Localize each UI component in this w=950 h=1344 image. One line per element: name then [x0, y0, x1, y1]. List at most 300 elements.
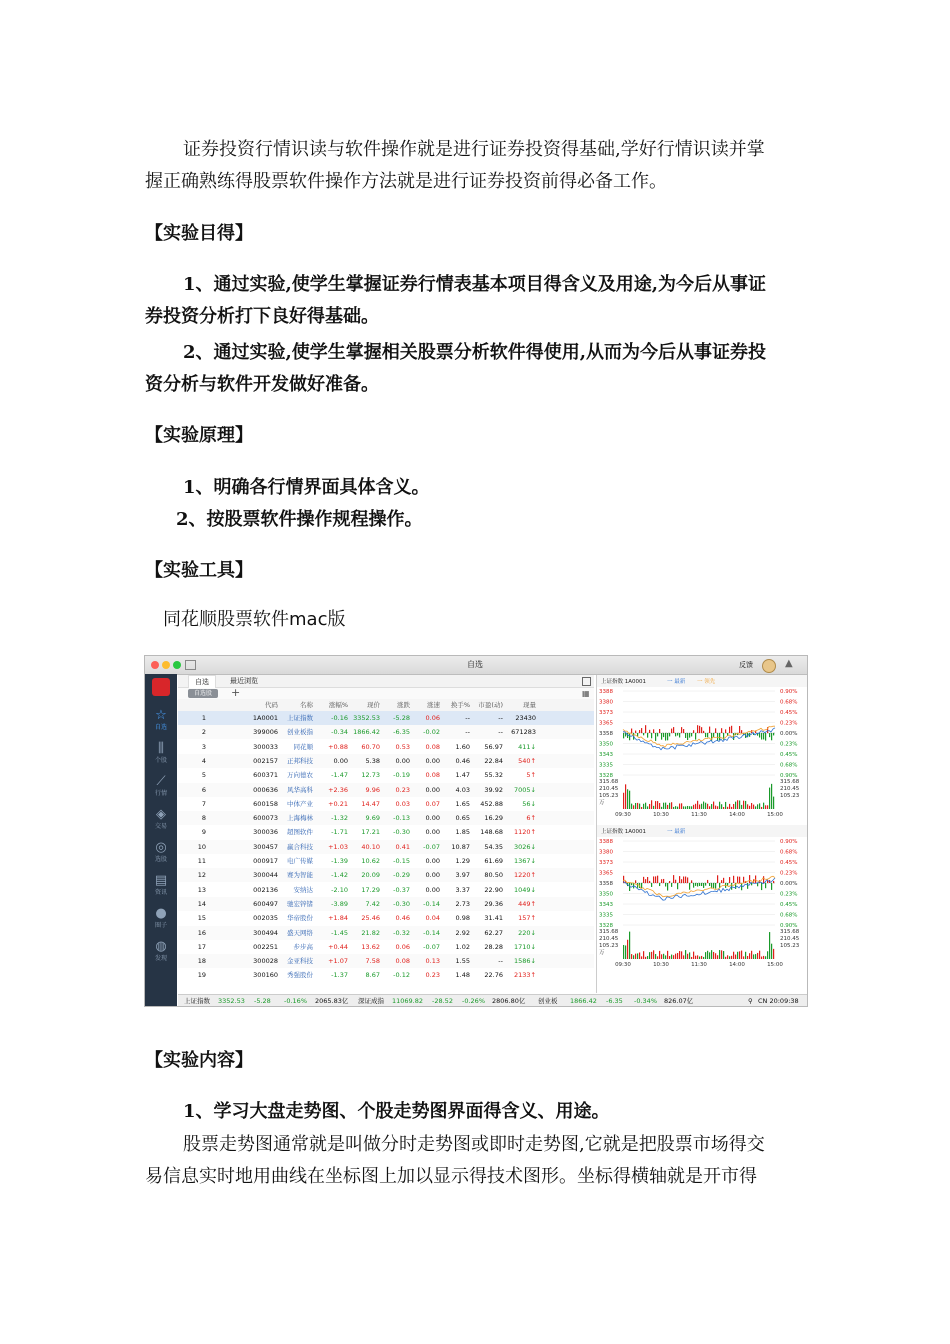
vol-tick-left: 210.45 — [599, 786, 619, 792]
pct-tick: 0.68% — [780, 849, 798, 856]
bar-mark — [759, 733, 760, 737]
footer-idx2-name[interactable]: 深证成指 — [358, 997, 384, 1005]
volume-bar — [631, 804, 632, 809]
table-cell: -0.14 — [423, 928, 440, 937]
volume-bar — [713, 952, 714, 959]
column-header[interactable]: 涨跌 — [397, 701, 410, 709]
table-cell: 25.46 — [361, 914, 380, 923]
avatar-icon[interactable] — [762, 659, 776, 673]
table-cell: 002035 — [253, 914, 278, 923]
bar-mark — [741, 883, 742, 890]
footer-idx3-name[interactable]: 创业板 — [538, 997, 558, 1005]
column-header[interactable]: 现量 — [523, 701, 536, 709]
price-tick: 3380 — [599, 699, 613, 706]
table-cell: 9.69 — [365, 814, 380, 823]
volume-bar — [679, 804, 680, 809]
table-cell: 13 — [197, 885, 206, 894]
table-header — [178, 699, 594, 711]
footer-idx2-pct: -0.26% — [462, 997, 485, 1005]
table-cell: 7.42 — [365, 899, 380, 908]
volume-bar — [623, 945, 624, 959]
software-screenshot — [144, 655, 808, 1007]
tab-recent[interactable]: 最近浏览 — [230, 677, 258, 685]
price-tick: 3335 — [599, 912, 613, 919]
bar-mark — [701, 883, 702, 886]
table-cell: -0.29 — [393, 871, 410, 880]
bar-mark — [651, 733, 652, 738]
table-cell: 上海梅林 — [287, 814, 313, 823]
table-cell: 1120↑ — [514, 828, 536, 837]
minimize-dot[interactable] — [162, 661, 170, 669]
sidebar-item-label: 圈子 — [154, 922, 167, 929]
pct-tick: 0.90% — [780, 839, 798, 845]
bar-mark — [633, 883, 634, 888]
table-cell: 8 — [201, 814, 206, 823]
volume-bar — [701, 956, 702, 959]
bar-mark — [693, 730, 694, 733]
table-cell: +1.07 — [328, 957, 348, 966]
vol-tick-right: 105.23 — [780, 943, 800, 949]
bar-mark — [709, 883, 710, 886]
tab-watchlist[interactable]: 自选 — [188, 675, 216, 689]
volume-bar — [721, 804, 722, 809]
vol-tick-left: 105.23 — [599, 943, 619, 949]
bar-mark — [721, 880, 722, 883]
volume-bar — [703, 802, 704, 809]
volume-bar — [697, 801, 698, 809]
bar-mark — [671, 883, 672, 887]
column-header[interactable]: 名称 — [300, 701, 313, 709]
volume-bar — [665, 803, 666, 809]
bar-mark — [643, 877, 644, 883]
volume-bar — [733, 804, 734, 809]
table-row[interactable] — [178, 768, 594, 782]
trend-icon: ⟋ — [156, 774, 166, 789]
bar-mark — [639, 730, 640, 733]
column-header[interactable]: 换手% — [450, 701, 470, 709]
volume-bar — [633, 955, 634, 959]
heading-principle: 【实验原理】 — [145, 425, 253, 446]
volume-bar — [699, 957, 700, 959]
table-cell: 9 — [201, 828, 206, 837]
table-cell: -0.30 — [393, 899, 410, 908]
volume-bar — [681, 951, 682, 959]
bar-mark — [647, 877, 648, 883]
time-tick: 10:30 — [653, 812, 669, 818]
table-cell: 20.09 — [361, 871, 380, 880]
volume-bar — [635, 803, 636, 809]
table-cell: +2.36 — [328, 785, 348, 794]
table-row[interactable] — [178, 940, 594, 954]
footer-idx1-name[interactable]: 上证指数 — [184, 997, 210, 1005]
bar-mark — [731, 726, 732, 733]
bar-mark — [713, 883, 714, 888]
volume-bar — [757, 804, 758, 809]
table-cell: -1.37 — [331, 971, 348, 980]
footer-idx1-chg: -5.28 — [254, 997, 271, 1005]
chart-title: 上证指数 1A0001 — [601, 679, 647, 685]
table-cell: 40.10 — [361, 842, 380, 851]
table-cell: 安纳达 — [293, 885, 313, 894]
table-cell: 0.53 — [395, 742, 410, 751]
price-tick: 3365 — [599, 720, 613, 727]
volume-bar — [683, 955, 684, 959]
volume-bar — [707, 804, 708, 809]
table-row[interactable] — [178, 740, 594, 754]
sidebar-item-label: 交易 — [154, 823, 167, 830]
volume-bar — [711, 804, 712, 809]
pct-tick: 0.45% — [780, 752, 798, 758]
bar-mark — [637, 883, 638, 888]
bar-mark — [635, 731, 636, 733]
table-row[interactable] — [178, 783, 594, 797]
star-icon: ☆ — [155, 708, 167, 723]
table-cell: +1.03 — [328, 842, 348, 851]
table-row[interactable] — [178, 811, 594, 825]
table-row[interactable] — [178, 883, 594, 897]
sidebar-item-4[interactable] — [145, 840, 177, 870]
table-cell: 0.00 — [425, 814, 440, 823]
bar-mark — [689, 883, 690, 890]
table-cell: 600073 — [253, 814, 278, 823]
vol-tick-left: 315.68 — [599, 929, 619, 935]
sidebar-item-label: 发现 — [154, 955, 167, 962]
table-cell: 8.67 — [365, 971, 380, 980]
table-row[interactable] — [178, 911, 594, 925]
bar-mark — [635, 880, 636, 883]
bar-mark — [685, 733, 686, 738]
price-tick: 3335 — [599, 762, 613, 769]
table-cell: -3.89 — [331, 899, 348, 908]
volume-bar — [757, 953, 758, 959]
search-icon[interactable]: ⚲ — [748, 997, 753, 1005]
volume-bar — [719, 950, 720, 959]
table-cell: 秀强股份 — [287, 971, 313, 980]
volume-bar — [667, 805, 668, 809]
volume-bar — [709, 952, 710, 959]
time-tick: 10:30 — [653, 962, 669, 968]
zoom-dot[interactable] — [173, 661, 181, 669]
bar-mark — [771, 883, 772, 890]
volume-bar — [717, 955, 718, 959]
table-cell: 0.00 — [425, 857, 440, 865]
volume-bar — [729, 804, 730, 809]
table-cell: 15 — [197, 914, 206, 923]
bar-mark — [659, 883, 660, 886]
volume-bar — [641, 956, 642, 959]
table-row[interactable] — [178, 897, 594, 911]
trade-icon: ◈ — [156, 807, 166, 822]
bar-mark — [733, 876, 734, 883]
table-cell: 0.08 — [425, 771, 440, 780]
pct-tick: 0.00% — [780, 731, 798, 737]
table-cell: 0.06 — [395, 942, 410, 951]
table-cell: +0.44 — [328, 942, 348, 951]
volume-bar — [713, 802, 714, 809]
price-tick: 3343 — [599, 752, 613, 758]
table-cell: 同花顺 — [293, 742, 313, 751]
vol-tick-left: 210.45 — [599, 936, 619, 942]
volume-bar — [771, 784, 772, 809]
table-cell: 0.46 — [395, 914, 410, 923]
bar-mark — [687, 733, 688, 740]
column-header[interactable]: 涨速 — [427, 701, 440, 709]
volume-bar — [657, 956, 658, 959]
bar-mark — [663, 733, 664, 737]
bar-mark — [761, 883, 762, 890]
price-tick: 3343 — [599, 902, 613, 908]
bar-mark — [683, 729, 684, 733]
volume-bar — [627, 940, 628, 959]
volume-bar — [655, 954, 656, 959]
bar-mark — [681, 879, 682, 883]
bar-mark — [773, 881, 774, 883]
volume-bar — [663, 954, 664, 959]
table-cell: 1710↓ — [514, 942, 536, 951]
volume-bar — [759, 803, 760, 809]
close-dot[interactable] — [151, 661, 159, 669]
layout-icon[interactable] — [582, 677, 591, 686]
table-cell: 1.85 — [455, 828, 470, 837]
bar-mark — [675, 880, 676, 883]
table-row[interactable] — [178, 926, 594, 940]
table-row[interactable] — [178, 968, 594, 982]
volume-bar — [749, 806, 750, 809]
volume-bar — [669, 956, 670, 959]
bar-mark — [761, 733, 762, 740]
table-cell: 16.29 — [484, 814, 503, 823]
table-row[interactable] — [178, 868, 594, 882]
bar-mark — [695, 883, 696, 886]
volume-bar — [737, 952, 738, 959]
volume-bar — [647, 806, 648, 809]
volume-bar — [739, 800, 740, 809]
bar-mark — [703, 883, 704, 888]
table-cell: 赛为智能 — [287, 871, 313, 880]
add-icon[interactable]: + — [231, 686, 241, 699]
volume-bar — [649, 804, 650, 809]
volume-bar — [675, 954, 676, 959]
volume-bar — [635, 954, 636, 959]
table-cell: 6↑ — [526, 814, 536, 823]
pick-icon: ◎ — [155, 840, 167, 855]
volume-bar — [769, 932, 770, 959]
window-icon[interactable] — [185, 660, 196, 670]
table-cell: 7005↓ — [514, 785, 536, 794]
sidebar-item-7[interactable] — [145, 939, 177, 969]
table-cell: 驰宏锌锗 — [287, 899, 313, 908]
table-cell: 3026↓ — [514, 842, 536, 851]
volume-bar — [657, 801, 658, 809]
volume-bar — [633, 805, 634, 809]
volume-bar — [751, 951, 752, 959]
table-cell: 7.58 — [365, 957, 380, 966]
bar-mark — [687, 877, 688, 883]
price-tick: 3380 — [599, 849, 613, 856]
volume-bar — [685, 806, 686, 809]
volume-bar — [681, 803, 682, 809]
column-header[interactable]: 代码 — [265, 701, 278, 709]
table-row[interactable] — [178, 754, 594, 768]
footer-idx2-amt: 2806.80亿 — [492, 997, 526, 1005]
time-tick: 11:30 — [691, 812, 707, 818]
vol-tick-right: 210.45 — [780, 786, 800, 792]
subtab-watchlist[interactable]: 自选股 — [188, 689, 218, 698]
bar-mark — [741, 730, 742, 733]
table-cell: 56.97 — [484, 742, 503, 751]
vol-unit: 万 — [599, 800, 605, 806]
table-cell: 300457 — [253, 842, 278, 851]
time-tick: 09:30 — [615, 962, 631, 968]
column-header[interactable]: 市盈(动) — [478, 701, 503, 709]
table-cell: 23430 — [515, 714, 536, 722]
table-row[interactable] — [178, 825, 594, 839]
table-cell: 10.87 — [451, 842, 470, 851]
drop-icon: ● — [155, 906, 167, 921]
body-line-1: 股票走势图通常就是叫做分时走势图或即时走势图,它就是把股票市场得交 — [183, 1134, 765, 1155]
table-cell: 449↑ — [518, 899, 536, 908]
bar-mark — [765, 733, 766, 741]
volume-bar — [691, 806, 692, 809]
bar-mark — [683, 876, 684, 883]
pct-tick: 0.90% — [780, 923, 798, 929]
bar-mark — [695, 733, 696, 740]
table-cell: 中体产业 — [287, 799, 313, 808]
volume-bar — [637, 803, 638, 809]
volume-bar — [741, 951, 742, 959]
table-cell: -2.10 — [331, 885, 348, 894]
bar-mark — [763, 733, 764, 739]
table-cell: 13.62 — [361, 942, 380, 951]
sidebar-item-5[interactable] — [145, 873, 177, 903]
volume-bar — [715, 806, 716, 809]
volume-bar — [685, 950, 686, 959]
table-cell: 62.27 — [484, 928, 503, 937]
volume-bar — [625, 945, 626, 959]
volume-bar — [689, 806, 690, 809]
column-header[interactable]: 现价 — [367, 701, 380, 709]
bar-mark — [689, 733, 690, 738]
table-cell: +0.88 — [328, 742, 348, 751]
sidebar-item-1[interactable] — [145, 741, 177, 771]
bar-mark — [729, 727, 730, 733]
table-row[interactable] — [178, 854, 594, 868]
table-cell: 002136 — [253, 885, 278, 894]
purpose-2-line-2: 资分析与软件开发做好准备。 — [145, 374, 379, 395]
table-cell: 上证指数 — [287, 714, 313, 722]
bar-mark — [721, 728, 722, 733]
volume-bar — [671, 802, 672, 809]
volume-bar — [701, 804, 702, 809]
volume-bar — [661, 807, 662, 809]
table-cell: -- — [465, 728, 470, 737]
table-cell: 6 — [201, 785, 206, 794]
volume-bar — [769, 788, 770, 809]
vol-tick-right: 210.45 — [780, 936, 800, 942]
sidebar-item-3[interactable] — [145, 807, 177, 837]
footer-idx1-amt: 2065.83亿 — [315, 997, 349, 1005]
bar-mark — [673, 727, 674, 733]
pct-tick: 0.23% — [780, 720, 798, 727]
table-cell: 1049↓ — [514, 885, 536, 894]
table-cell: 148.68 — [480, 828, 503, 837]
table-cell: 1.48 — [455, 971, 470, 980]
table-cell: 0.98 — [455, 914, 470, 923]
feedback-link[interactable]: 反馈 — [739, 661, 753, 669]
table-cell: 157↑ — [518, 914, 536, 923]
table-cell: 600497 — [253, 899, 278, 908]
table-cell: -1.32 — [331, 814, 348, 823]
tool-name: 同花顺股票软件mac版 — [163, 609, 346, 630]
volume-bar — [727, 807, 728, 809]
sidebar-item-2[interactable] — [145, 774, 177, 804]
news-icon: ▤ — [154, 873, 168, 888]
volume-bar — [639, 804, 640, 809]
price-tick: 3358 — [599, 731, 613, 737]
candle-icon: ⫼ — [158, 741, 164, 756]
table-cell: 411↓ — [518, 742, 536, 751]
table-cell: 300160 — [253, 971, 278, 980]
volume-bar — [743, 956, 744, 959]
volume-bar — [683, 806, 684, 809]
volume-bar — [751, 803, 752, 809]
table-cell: 002251 — [253, 942, 278, 951]
table-cell: 0.00 — [425, 828, 440, 837]
volume-bar — [765, 805, 766, 809]
bar-mark — [667, 733, 668, 740]
volume-bar — [747, 956, 748, 959]
table-row[interactable] — [178, 725, 594, 739]
app-logo — [152, 678, 170, 696]
table-cell: 452.88 — [480, 799, 503, 808]
table-cell: 金亚科技 — [287, 957, 313, 966]
sidebar-item-0[interactable] — [145, 708, 177, 738]
table-cell: -1.45 — [331, 928, 348, 937]
bar-mark — [655, 733, 656, 741]
table-cell: 9.96 — [365, 785, 380, 794]
table-row[interactable] — [178, 711, 594, 725]
sidebar-item-6[interactable] — [145, 906, 177, 936]
bar-mark — [723, 878, 724, 883]
bar-mark — [757, 883, 758, 886]
volume-bar — [703, 957, 704, 959]
bar-mark — [653, 729, 654, 733]
grid-icon[interactable]: ▦ — [582, 689, 590, 698]
table-cell: -- — [465, 714, 470, 722]
volume-bar — [705, 952, 706, 959]
volume-bar — [753, 805, 754, 809]
price-tick: 3365 — [599, 870, 613, 877]
table-cell: 风华高科 — [287, 785, 313, 794]
bar-mark — [675, 733, 676, 736]
shirt-icon[interactable]: ▲ — [785, 658, 793, 669]
table-cell: 0.00 — [333, 756, 348, 765]
table-row[interactable] — [178, 954, 594, 968]
bar-mark — [681, 727, 682, 733]
table-cell: 0.00 — [395, 756, 410, 765]
volume-bar — [663, 803, 664, 809]
table-row[interactable] — [178, 797, 594, 811]
bar-mark — [665, 733, 666, 741]
column-header[interactable]: 涨幅% — [328, 701, 348, 709]
pct-tick: 0.68% — [780, 912, 798, 919]
table-cell: 2.73 — [455, 899, 470, 908]
bar-mark — [725, 729, 726, 733]
table-row[interactable] — [178, 840, 594, 854]
table-cell: -0.19 — [393, 771, 410, 780]
intraday-chart-panel — [596, 675, 808, 993]
volume-bar — [695, 804, 696, 809]
